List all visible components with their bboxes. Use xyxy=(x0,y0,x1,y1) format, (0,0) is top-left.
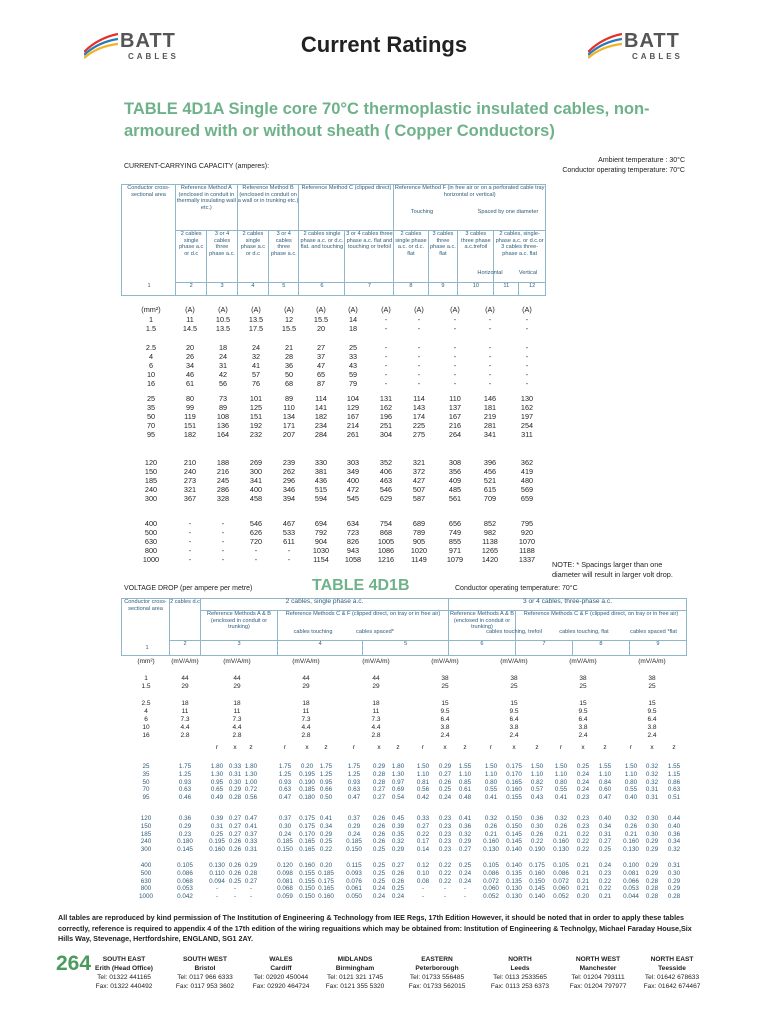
office-tel: Tel: 01733 556485 xyxy=(409,974,465,981)
voltage-drop-cell: 0.39 0.31 0.25 0.195 0.160 xyxy=(209,815,225,853)
voltage-drop-cell: 0.32 0.26 0.21 0.160 0.130 xyxy=(483,815,499,853)
office-contact xyxy=(313,955,397,991)
head-method-f: Reference Method F (in free air or on a perforated cable tray horizontal or vertical) xyxy=(394,185,546,231)
office-contact xyxy=(163,955,247,991)
current-cell: 27 37 47 65 87 xyxy=(316,343,326,388)
current-cell: 321 372 427 507 587 xyxy=(412,458,426,503)
voltage-drop-cell: 44 29 xyxy=(302,675,310,690)
voltage-drop-cell: 38 25 xyxy=(441,675,449,690)
b-head-spaced-flat: cables spaced *flat xyxy=(630,629,677,635)
voltage-drop-cell: 0.30 0.30 0.30 0.29 0.29 xyxy=(645,815,659,853)
voltage-drop-cell: 1.55 1.15 0.86 0.63 0.51 xyxy=(667,763,681,801)
office-place: Peterborough xyxy=(415,965,459,972)
table-b-header xyxy=(121,598,687,656)
head-vertical: Vertical xyxy=(518,270,538,276)
unit-label: (mV/A/m) xyxy=(292,658,320,665)
b-col-num: 8 xyxy=(572,641,629,656)
head-sub: 3 or 4 cables three phase a.c. xyxy=(269,231,299,283)
current-cell: - - - - - xyxy=(188,519,192,564)
office-place: Manchester xyxy=(579,965,617,972)
rxz-label: x xyxy=(512,744,516,751)
voltage-drop-cell: 0.37 0.30 0.24 0.185 0.150 xyxy=(277,815,293,853)
unit-label: (mm²) xyxy=(137,658,155,665)
voltage-drop-cell: 0.105 0.086 0.072 0.060 0.052 xyxy=(483,862,499,900)
unit-label: (A) xyxy=(348,305,358,314)
size-cell: 2.5 4 6 10 16 xyxy=(145,343,157,388)
current-cell: 130 162 197 254 311 xyxy=(520,394,534,439)
head-sub: 2 cables single phase a.c. or d.c. flat. and touching xyxy=(299,231,345,283)
voltage-drop-cell: 18 11 7.3 4.4 2.8 xyxy=(232,700,242,739)
rxz-label: z xyxy=(603,744,607,751)
head-sub: 3 cables three phase a.c. flat xyxy=(428,231,458,283)
current-cell: 110 137 167 216 264 xyxy=(448,394,462,439)
current-cell: 467 533 611 - - xyxy=(282,519,296,564)
b-head-ab: Reference Methods A & B (enclosed in conduit or trunking) xyxy=(201,611,278,641)
voltage-drop-cell: 0.40 0.34 0.31 0.27 0.25 xyxy=(598,815,612,853)
voltage-drop-cell: 0.175 0.170 0.165 0.160 0.155 xyxy=(506,763,522,801)
current-cell: 396 456 521 615 709 xyxy=(483,458,497,503)
current-cell: 239 262 296 346 394 xyxy=(282,458,296,503)
current-cell: 269 300 341 400 458 xyxy=(249,458,263,503)
unit-label: (mV/A/m) xyxy=(569,658,597,665)
voltage-drop-cell: 1.50 1.10 0.82 0.57 0.43 xyxy=(530,763,544,801)
voltage-drop-cell: 0.32 0.26 0.21 0.160 0.130 xyxy=(623,815,639,853)
current-cell: 15.5 20 xyxy=(313,315,329,333)
voltage-drop-cell: 0.23 0.23 0.22 0.22 0.22 xyxy=(576,815,590,853)
office-tel: Tel: 02920 450044 xyxy=(253,974,309,981)
operating-temp: Conductor operating temperature: 70°C xyxy=(562,167,685,174)
unit-label: (A) xyxy=(284,305,294,314)
voltage-drop-cell: 0.47 0.41 0.37 0.33 0.31 xyxy=(244,815,258,853)
voltage-drop-cell: 0.26 0.26 0.25 - - xyxy=(228,862,242,900)
voltage-drop-cell: 0.20 0.195 0.190 0.185 0.180 xyxy=(299,763,315,801)
head-sub: 2 cables single phase a.c or d.c xyxy=(176,231,207,283)
office-contact xyxy=(478,955,562,991)
current-cell: 12 15.5 xyxy=(281,315,297,333)
voltage-drop-cell: 0.32 0.32 0.32 0.31 0.31 xyxy=(645,763,659,801)
head-method-a: Reference Method A (enclosed in conduit in thermally insulating wall etc.) xyxy=(176,185,238,231)
voltage-drop-cell: 1.80 1.30 0.95 0.65 0.49 xyxy=(210,763,224,801)
rxz-label: x xyxy=(233,744,237,751)
office-region: WALES xyxy=(269,956,293,963)
office-tel: Tel: 01322 441165 xyxy=(97,974,151,981)
office-tel: Tel: 01642 678633 xyxy=(644,974,700,981)
voltage-drop-cell: 0.31 0.30 0.29 0.29 0.28 xyxy=(667,862,681,900)
voltage-drop-cell: 1.55 1.10 0.84 0.60 0.47 xyxy=(598,763,612,801)
current-cell: 80 99 119 151 182 xyxy=(183,394,197,439)
page-title: Current Ratings xyxy=(300,32,468,57)
head-sub: 3 cables three phase a.c.trefoil xyxy=(458,231,494,283)
voltage-drop-cell: 1.75 1.25 0.93 0.63 0.47 xyxy=(347,763,361,801)
current-cell: 89 110 134 171 207 xyxy=(282,394,296,439)
rxz-label: z xyxy=(249,744,253,751)
current-cell: 114 141 182 234 284 xyxy=(314,394,328,439)
voltage-drop-cell: 0.33 0.31 0.30 0.29 0.28 xyxy=(228,763,242,801)
b-col-num: 5 xyxy=(363,641,449,656)
office-tel: Tel: 0117 966 6333 xyxy=(177,974,233,981)
b-head-dc: 2 cables d.c xyxy=(170,599,201,641)
office-tel: Tel: 0113 2533565 xyxy=(493,974,547,981)
rxz-label: z xyxy=(324,744,328,751)
head-col-1: 1 xyxy=(147,283,151,289)
voltage-drop-cell: 0.37 0.29 0.24 0.185 0.150 xyxy=(346,815,362,853)
rxz-label: r xyxy=(352,744,356,751)
b-col-num: 3 xyxy=(201,641,278,656)
current-cell: 101 125 151 192 232 xyxy=(249,394,263,439)
current-cell: 656 749 855 971 1079 xyxy=(446,519,464,564)
rxz-label: x xyxy=(650,744,654,751)
unit-label: (A) xyxy=(185,305,195,314)
current-cell: 73 89 108 136 164 xyxy=(216,394,230,439)
col-num: 4 xyxy=(237,283,268,296)
page-number: 264 xyxy=(56,952,92,975)
size-cell: 25 35 50 70 95 xyxy=(146,394,156,439)
voltage-drop-cell: 0.115 0.093 0.076 0.061 0.050 xyxy=(346,862,362,900)
office-region: NORTH WEST xyxy=(575,956,621,963)
voltage-drop-cell: 0.23 0.23 0.23 0.23 0.23 xyxy=(438,815,452,853)
current-cell: 308 356 409 485 561 xyxy=(448,458,462,503)
office-contact xyxy=(239,955,323,991)
current-cell: 20 26 34 46 61 xyxy=(185,343,195,388)
voltage-drop-cell: 38 25 xyxy=(648,675,656,690)
col-num: 10 xyxy=(458,283,494,296)
rxz-label: r xyxy=(215,744,219,751)
rxz-label: z xyxy=(396,744,400,751)
b-head-single: 2 cables, single phase a.c. xyxy=(201,599,449,611)
voltage-drop-cell: 0.32 0.26 0.21 0.160 0.130 xyxy=(553,815,569,853)
office-region: NORTH xyxy=(508,956,532,963)
b-head-col-1: 1 xyxy=(145,645,149,651)
office-fax: Fax: 01322 440492 xyxy=(95,983,153,990)
rxz-label: x xyxy=(305,744,309,751)
current-cell: 694 792 904 1030 1154 xyxy=(312,519,330,564)
unit-label: (A) xyxy=(218,305,228,314)
unit-label: (mV/A/m) xyxy=(171,658,199,665)
current-cell: - - xyxy=(525,315,529,333)
b-head-three: 3 or 4 cables, three-phase a.c. xyxy=(448,599,686,611)
head-sub: 2 cables single phase a.c. or d.c. flat xyxy=(394,231,428,283)
b-head-cf: Reference Methods C & F (clipped direct, on tray or in free air) xyxy=(278,611,449,641)
current-cell: 303 349 400 472 545 xyxy=(346,458,360,503)
ambient-temp: Ambient temperature : 30°C xyxy=(598,157,685,164)
head-horizontal: Horizontal xyxy=(477,270,503,276)
head-method-b: Reference Method B (enclosed in conduit on a wall or in trunking etc.) xyxy=(237,185,299,231)
voltage-drop-cell: 15 9.5 6.4 3.8 2.4 xyxy=(647,700,657,739)
voltage-drop-cell: 15 9.5 6.4 3.8 2.4 xyxy=(440,700,450,739)
voltage-drop-cell: 38 25 xyxy=(579,675,587,690)
office-fax: Fax: 01733 562015 xyxy=(408,983,466,990)
voltage-drop-cell: 0.140 0.135 0.135 0.130 0.130 xyxy=(506,862,522,900)
current-cell: - - - - - xyxy=(221,519,225,564)
office-tel: Tel: 01204 793111 xyxy=(571,974,625,981)
current-cell: 10.5 13.5 xyxy=(215,315,231,333)
current-cell: - - xyxy=(453,315,457,333)
voltage-drop-cell: 1.50 1.10 0.80 0.55 0.41 xyxy=(554,763,568,801)
voltage-drop-cell: 0.29 0.28 0.28 0.27 0.27 xyxy=(372,763,386,801)
size-cell: 120 150 185 240 300 xyxy=(140,815,152,853)
office-region: SOUTH WEST xyxy=(183,956,227,963)
voltage-drop-cell: 0.41 0.36 0.32 0.29 0.27 xyxy=(458,815,472,853)
voltage-drop-cell: 0.41 0.34 0.29 0.25 0.22 xyxy=(319,815,333,853)
rxz-label: r xyxy=(489,744,493,751)
table-b-title: TABLE 4D1B xyxy=(312,577,410,594)
table-b-caption: VOLTAGE DROP (per ampere per metre) xyxy=(124,585,253,592)
voltage-drop-cell: 1.80 1.30 0.97 0.69 0.54 xyxy=(391,763,405,801)
office-contact xyxy=(82,955,166,991)
office-fax: Fax: 0117 953 3602 xyxy=(175,983,235,990)
unit-label: (A) xyxy=(316,305,326,314)
current-cell: 852 982 1138 1265 1420 xyxy=(481,519,499,564)
voltage-drop-cell: 18 11 7.3 4.4 2.8 xyxy=(371,700,381,739)
voltage-drop-cell: 0.45 0.39 0.35 0.32 0.29 xyxy=(391,815,405,853)
voltage-drop-cell: 1.55 1.10 0.85 0.61 0.48 xyxy=(458,763,472,801)
col-num: 5 xyxy=(269,283,299,296)
current-cell: 754 868 1005 1086 1216 xyxy=(377,519,395,564)
b-head-touching: cables touching xyxy=(293,629,333,635)
voltage-drop-cell: 0.20 0.185 0.175 0.165 0.160 xyxy=(318,862,334,900)
current-cell: 14 18 xyxy=(348,315,358,333)
unit-label: (A) xyxy=(485,305,495,314)
office-region: EASTERN xyxy=(421,956,453,963)
office-fax: Fax: 02920 464724 xyxy=(252,983,310,990)
logo-sub: CABLES xyxy=(128,52,179,61)
size-cell: 1 1.5 xyxy=(145,315,157,333)
voltage-drop-cell: 0.21 0.21 0.21 0.21 0.20 xyxy=(576,862,590,900)
col-num: 9 xyxy=(428,283,458,296)
office-place: Erith (Head Office) xyxy=(95,965,153,972)
size-cell: 1 1.5 xyxy=(141,675,151,690)
table-a-header xyxy=(121,184,546,296)
head-method-c: Reference Method C (clipped direct) xyxy=(299,185,394,231)
current-cell: 352 406 463 546 629 xyxy=(379,458,393,503)
voltage-drop-cell: 0.24 0.23 0.22 0.22 0.21 xyxy=(598,862,612,900)
size-cell: 400 500 630 800 1000 xyxy=(138,862,153,900)
voltage-drop-cell: 15 9.5 6.4 3.8 2.4 xyxy=(509,700,519,739)
office-contact xyxy=(556,955,640,991)
voltage-drop-cell: 0.25 0.24 0.24 - - xyxy=(458,862,472,900)
voltage-drop-cell: 0.44 0.40 0.36 0.34 0.32 xyxy=(667,815,681,853)
table-a-caption: CURRENT-CARRYING CAPACITY (amperes): xyxy=(124,163,270,170)
unit-label: (A) xyxy=(522,305,532,314)
unit-label: (A) xyxy=(450,305,460,314)
unit-label: (mV/A/m) xyxy=(638,658,666,665)
logo-brand: BATT xyxy=(624,30,680,52)
voltage-drop-cell: 38 25 xyxy=(510,675,518,690)
unit-label: (A) xyxy=(251,305,261,314)
rxz-label: r xyxy=(559,744,563,751)
office-region: MIDLANDS xyxy=(337,956,373,963)
voltage-drop-cell: 18 11 7.3 4.4 2.8 xyxy=(301,700,311,739)
col-num: 12 xyxy=(519,283,546,296)
voltage-drop-cell: 1.75 1.25 0.95 0.66 0.50 xyxy=(319,763,333,801)
voltage-drop-cell: 0.29 0.27 0.26 0.25 0.24 xyxy=(438,763,452,801)
voltage-drop-cell: 1.50 1.10 0.81 0.56 0.42 xyxy=(416,763,430,801)
current-cell: 146 181 219 281 341 xyxy=(483,394,497,439)
office-place: Bristol xyxy=(194,965,216,972)
logo-brand: BATT xyxy=(120,30,176,52)
current-cell: - - - - - xyxy=(417,343,421,388)
col-num: 6 xyxy=(299,283,345,296)
col-num: 7 xyxy=(345,283,394,296)
size-cell: 400 500 630 800 1000 xyxy=(142,519,160,564)
rxz-label: r xyxy=(421,744,425,751)
size-cell: 120 150 185 240 300 xyxy=(144,458,158,503)
b-head-touch-flat: cables touching, flat xyxy=(559,629,609,635)
voltage-drop-cell: 0.150 0.150 0.145 0.145 0.140 xyxy=(506,815,522,853)
voltage-drop-cell: 0.22 0.22 0.22 - - xyxy=(438,862,452,900)
rxz-label: x xyxy=(581,744,585,751)
b-col-num: 9 xyxy=(629,641,686,656)
office-fax: Fax: 01204 797977 xyxy=(569,983,627,990)
office-region: NORTH EAST xyxy=(650,956,694,963)
table-b-operating: Conductor operating temperature: 70°C xyxy=(455,585,578,592)
rxz-label: r xyxy=(629,744,633,751)
office-place: Leeds xyxy=(510,965,530,972)
table-a-title: TABLE 4D1A Single core 70°C thermoplastic insulated cables, non-armoured with or without sheath ( Copper Conductors) xyxy=(124,100,650,140)
current-cell: 689 789 905 1020 1149 xyxy=(410,519,428,564)
voltage-drop-cell: 0.33 0.27 0.22 0.17 0.14 xyxy=(416,815,430,853)
office-fax: Fax: 0121 355 5320 xyxy=(325,983,385,990)
current-cell: 24 32 41 57 76 xyxy=(251,343,261,388)
voltage-drop-cell: 0.27 0.26 0.26 0.25 0.24 xyxy=(391,862,405,900)
table-a-note: NOTE: * Spacings larger than one diameter will result in larger volt drop. xyxy=(552,560,673,579)
unit-label: (mV/A/m) xyxy=(223,658,251,665)
office-place: Birmingham xyxy=(335,965,375,972)
unit-label: (mV/A/m) xyxy=(500,658,528,665)
unit-label: (mm²) xyxy=(141,305,161,314)
unit-label: (mV/A/m) xyxy=(362,658,390,665)
head-conductor: Conductor cross-sectional area xyxy=(122,185,176,296)
voltage-drop-cell: 0.12 0.10 0.08 - - xyxy=(416,862,430,900)
voltage-drop-cell: 0.100 0.081 0.066 0.053 0.044 xyxy=(623,862,639,900)
current-cell: 25 33 43 59 79 xyxy=(348,343,358,388)
voltage-drop-cell: 0.25 0.25 0.25 0.24 0.24 xyxy=(372,862,386,900)
head-sub: 3 or 4 cables three phase a.c. xyxy=(207,231,237,283)
current-cell: 21 28 36 50 68 xyxy=(284,343,294,388)
head-sub: 3 or 4 cables three phase a.c. flat and touching or trefoil xyxy=(345,231,394,283)
current-cell: 362 419 480 569 659 xyxy=(520,458,534,503)
b-head-cf: Reference Methods C & F (clipped direct, on tray or in free air) xyxy=(515,611,686,641)
b-col-num: 7 xyxy=(515,641,572,656)
permission-note: All tables are reproduced by kind permission of The Institution of Engineering & Technology from IEE Regs, 17th Edition However, it should be noted that in order to apply these tables correctly, reference is required to appendix 4 of the 17th edition of the wiring reguaitions which may be obtained from: Institution of Engineering & Technolgy, Michael Faraday House,Six Hills Way, Stevenage, Hertfordshire, ENGLAND, SG1 2AY. xyxy=(58,913,692,943)
size-cell: 25 35 50 70 95 xyxy=(142,763,150,801)
unit-label: (A) xyxy=(381,305,391,314)
col-num: 8 xyxy=(394,283,428,296)
head-sub: 2 cables, single-phase a.c. or d.c.or 3 cables three-phase a.c. flat xyxy=(494,231,546,283)
current-cell: - - - - - xyxy=(384,343,388,388)
col-num: 3 xyxy=(207,283,237,296)
size-cell: 2.5 4 6 10 16 xyxy=(141,700,151,739)
voltage-drop-cell: 0.105 0.086 0.072 0.060 0.052 xyxy=(553,862,569,900)
current-cell: 104 129 167 214 261 xyxy=(346,394,360,439)
office-fax: Fax: 01642 674467 xyxy=(643,983,701,990)
voltage-drop-cell: 0.25 0.24 0.24 0.24 0.23 xyxy=(576,763,590,801)
head-sub: 2 cables single phase a.c or d.c xyxy=(237,231,268,283)
current-cell: 18 24 31 42 56 xyxy=(218,343,228,388)
rxz-label: r xyxy=(283,744,287,751)
office-fax: Fax: 0113 253 6373 xyxy=(490,983,550,990)
voltage-drop-cell: 0.160 0.155 0.155 0.150 0.150 xyxy=(299,862,315,900)
office-place: Cardiff xyxy=(270,965,292,972)
current-cell: 188 216 245 286 328 xyxy=(216,458,230,503)
voltage-drop-cell: 44 29 xyxy=(181,675,189,690)
current-cell: 11 14.5 xyxy=(182,315,198,333)
voltage-drop-cell: 18 11 7.3 4.4 2.8 xyxy=(180,700,190,739)
office-place: Teesside xyxy=(658,965,686,972)
office-tel: Tel: 0121 321 1745 xyxy=(326,974,384,981)
current-cell: - - - - - xyxy=(525,343,529,388)
current-cell: 795 920 1070 1188 1337 xyxy=(518,519,536,564)
voltage-drop-cell: 0.175 0.175 0.170 0.165 0.165 xyxy=(299,815,315,853)
rxz-label: z xyxy=(463,744,467,751)
unit-label: (A) xyxy=(414,305,424,314)
current-cell: 210 240 273 321 367 xyxy=(183,458,197,503)
voltage-drop-cell: 1.50 1.10 0.80 0.55 0.41 xyxy=(484,763,498,801)
current-cell: - - xyxy=(384,315,388,333)
rxz-label: x xyxy=(377,744,381,751)
b-head-touch-trefoil: cables touching, trefoil xyxy=(486,629,542,635)
rxz-label: x xyxy=(443,744,447,751)
voltage-drop-cell: 0.130 0.110 0.094 - - xyxy=(209,862,225,900)
b-head-conductor: Conductor cross-sectional area xyxy=(122,599,170,656)
rxz-label: z xyxy=(672,744,676,751)
voltage-drop-cell: 15 9.5 6.4 3.8 2.4 xyxy=(578,700,588,739)
office-region: SOUTH EAST xyxy=(102,956,146,963)
current-cell: 13.5 17.5 xyxy=(248,315,264,333)
current-cell: 546 626 720 - - xyxy=(249,519,263,564)
voltage-drop-cell: 0.29 0.28 0.27 - - xyxy=(244,862,258,900)
b-col-num: 6 xyxy=(448,641,515,656)
office-contact xyxy=(395,955,479,991)
unit-label: (mV/A/m) xyxy=(431,658,459,665)
voltage-drop-cell: 0.120 0.098 0.081 0.068 0.059 xyxy=(277,862,293,900)
voltage-drop-cell: 44 29 xyxy=(372,675,380,690)
voltage-drop-cell: 1.50 1.10 0.80 0.55 0.40 xyxy=(624,763,638,801)
voltage-drop-cell: 0.175 0.160 0.150 0.145 0.140 xyxy=(529,862,545,900)
voltage-drop-cell: 44 29 xyxy=(233,675,241,690)
current-cell: - - xyxy=(417,315,421,333)
head-touching: Touching xyxy=(410,209,434,215)
logo-sub: CABLES xyxy=(632,52,683,61)
voltage-drop-cell: 1.75 1.25 0.93 0.63 0.47 xyxy=(278,763,292,801)
b-col-num: 2 xyxy=(170,641,201,656)
current-cell: 330 381 436 515 594 xyxy=(314,458,328,503)
col-num: 11 xyxy=(494,283,519,296)
b-head-spaced: cables spaced* xyxy=(356,629,394,635)
voltage-drop-cell: 0.29 0.29 0.28 0.28 0.28 xyxy=(645,862,659,900)
current-cell: 131 162 196 251 304 xyxy=(379,394,393,439)
current-cell: - - xyxy=(488,315,492,333)
voltage-drop-cell: 0.105 0.086 0.068 0.053 0.042 xyxy=(177,862,193,900)
current-cell: - - - - - xyxy=(488,343,492,388)
current-cell: 114 143 174 225 275 xyxy=(412,394,426,439)
b-col-num: 4 xyxy=(278,641,363,656)
voltage-drop-cell: 0.26 0.26 0.26 0.26 0.25 xyxy=(372,815,386,853)
head-spaced: Spaced by one diameter xyxy=(477,209,539,215)
voltage-drop-cell: 1.80 1.30 1.00 0.72 0.56 xyxy=(244,763,258,801)
office-contact xyxy=(630,955,714,991)
rxz-label: z xyxy=(535,744,539,751)
b-head-ab: Reference Methods A & B (enclosed in conduit or trunking) xyxy=(448,611,515,641)
current-cell: - - - - - xyxy=(453,343,457,388)
voltage-drop-cell: 1.75 1.25 0.93 0.63 0.46 xyxy=(178,763,192,801)
voltage-drop-cell: 0.36 0.29 0.23 0.180 0.145 xyxy=(177,815,193,853)
voltage-drop-cell: 0.36 0.30 0.26 0.22 0.190 xyxy=(529,815,545,853)
voltage-drop-cell: 0.27 0.27 0.27 0.26 0.26 xyxy=(228,815,242,853)
col-num: 2 xyxy=(176,283,207,296)
current-cell: 634 723 826 943 1058 xyxy=(344,519,362,564)
